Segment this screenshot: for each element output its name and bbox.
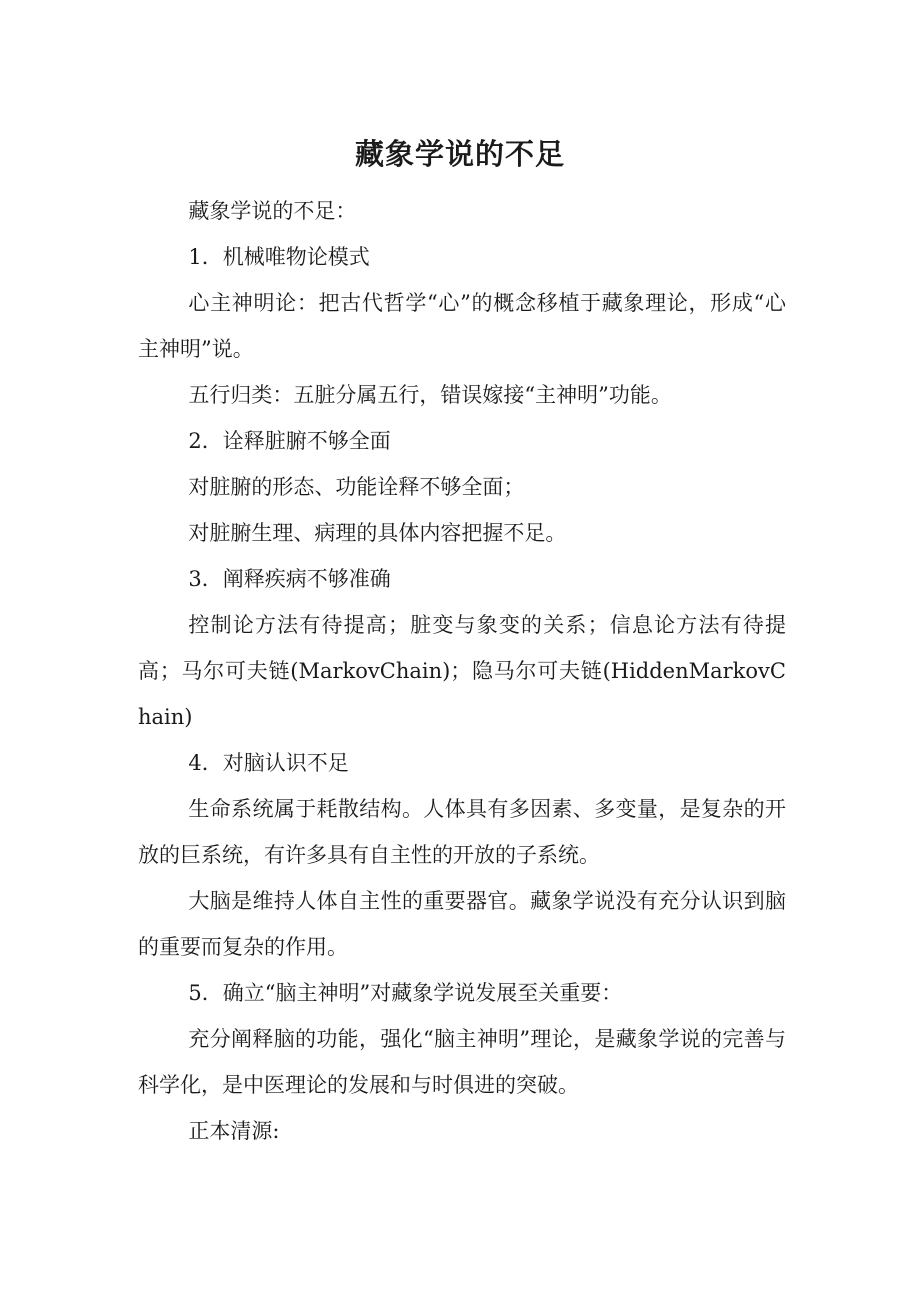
section-heading-1: 1．机械唯物论模式 [188, 245, 370, 269]
paragraph: 对脏腑生理、病理的具体内容把握不足。 [188, 521, 567, 545]
paragraph: 心主神明论：把古代哲学“心”的概念移植于藏象理论，形成“心主神明”说。 [138, 291, 786, 361]
section-heading-5: 5．确立“脑主神明”对藏象学说发展至关重要： [188, 981, 623, 1005]
document-title: 藏象学说的不足 [354, 137, 565, 171]
paragraph: 充分阐释脑的功能，强化“脑主神明”理论，是藏象学说的完善与科学化，是中医理论的发展和与时俱进的突破。 [138, 1027, 786, 1097]
document-body [138, 188, 786, 1154]
section-heading-4: 4．对脑认识不足 [188, 751, 349, 775]
paragraph: 大脑是维持人体自主性的重要器官。藏象学说没有充分认识到脑的重要而复杂的作用。 [138, 889, 786, 959]
section-heading-2: 2．诠释脏腑不够全面 [188, 429, 391, 453]
paragraph: 控制论方法有待提高；脏变与象变的关系；信息论方法有待提高；马尔可夫链(MarkovChain)；隐马尔可夫链(HiddenMarkovChain) [138, 613, 786, 729]
paragraph: 对脏腑的形态、功能诠释不够全面； [188, 475, 525, 499]
paragraph: 生命系统属于耗散结构。人体具有多因素、多变量，是复杂的开放的巨系统，有许多具有自主性的开放的子系统。 [138, 797, 786, 867]
closing-paragraph: 正本清源: [188, 1119, 280, 1143]
intro-paragraph: 藏象学说的不足： [188, 199, 357, 223]
section-heading-3: 3．阐释疾病不够准确 [188, 567, 391, 591]
paragraph: 五行归类：五脏分属五行，错误嫁接“主神明”功能。 [188, 383, 672, 407]
